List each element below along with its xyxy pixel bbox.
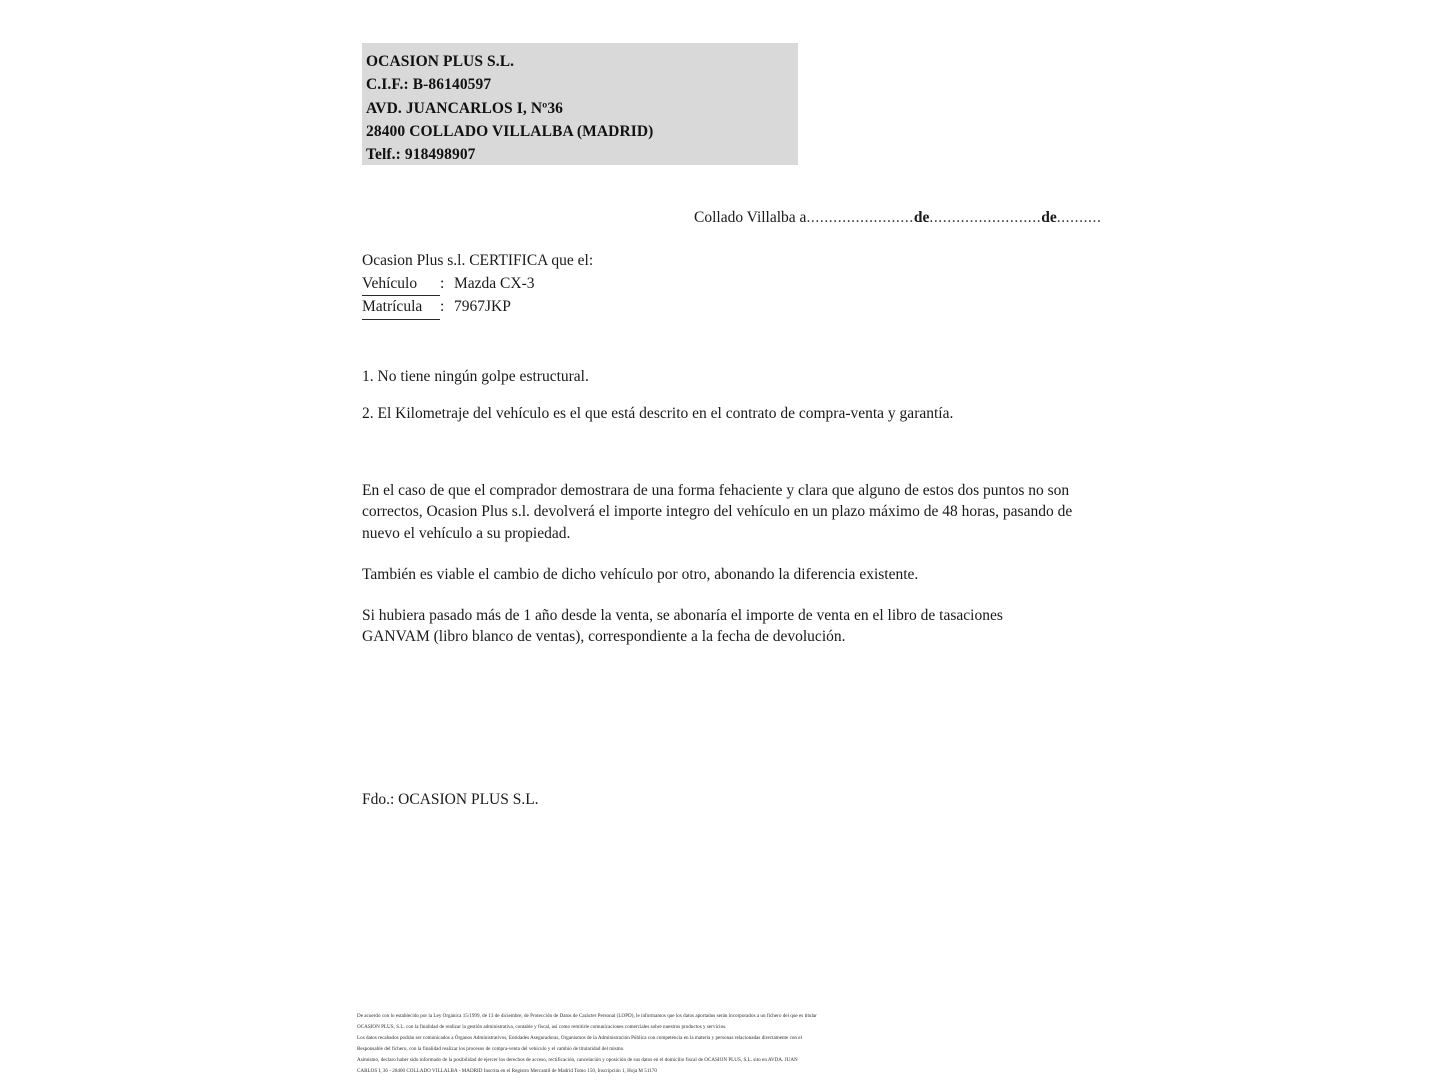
dateline-year-blank: .......... (1056, 209, 1102, 226)
document-body (362, 250, 1087, 648)
exchange-clause-paragraph: También es viable el cambio de dicho vehículo por otro, abonando la diferencia existente. (362, 566, 919, 583)
fine-print-line: OCASION PLUS, S.L. con la finalidad de realizar la gestión administrativa, contable y fiscal, así como remitirle comunicaciones comerciales sobre nuestros productos y servicios. (357, 1024, 727, 1031)
letterhead-street: AVD. JUANCARLOS I, Nº36 (366, 99, 564, 117)
dateline-de-2: de (1041, 209, 1057, 226)
fine-print-line: De acuerdo con lo establecido por la Ley Orgánica 15/1999, de 13 de diciembre, de Protección de Datos de Carácter Personal (LOPD), le informamos que los datos aportados serán incorporados a un fichero del que es titular (357, 1013, 817, 1019)
letterhead-city: 28400 COLLADO VILLALBA (MADRID) (366, 122, 654, 140)
refund-clause-paragraph: En el caso de que el comprador demostrara de una forma fehaciente y clara que alguno de estos dos puntos no son correctos, Ocasion Plus s.l. devolverá el importe integro del vehículo en un plazo máximo de 48 horas, pasando de nuevo el vehículo a su propiedad. (362, 481, 1073, 542)
vehicle-value: Mazda CX-3 (454, 274, 535, 292)
plate-value: 7967JKP (454, 298, 511, 315)
vehicle-separator: : (440, 274, 445, 292)
dateline-month-blank: ......................... (929, 209, 1042, 226)
letterhead-tax-id: C.I.F.: B-86140597 (366, 76, 492, 94)
certified-points-list (362, 366, 1087, 425)
plate-label: Matrícula (362, 296, 440, 320)
fine-print-line: CARLOS I, 36 - 28400 COLLADO VILLALBA - MADRID Inscrita en el Registro Mercantil de Madrid Tomo 150, Inscripción 1, Hoja M 51170 (357, 1068, 657, 1075)
plate-detail-row (362, 296, 1087, 320)
letterhead-block (362, 43, 798, 165)
letterhead-company-name: OCASION PLUS S.L. (366, 53, 515, 70)
certifies-intro: Ocasion Plus s.l. CERTIFICA que el: (362, 252, 594, 269)
signature-line: Fdo.: OCASION PLUS S.L. (362, 791, 539, 808)
dateline-day-blank: ........................ (806, 209, 914, 226)
legal-fine-print-footer (357, 1011, 1119, 1078)
plate-separator: : (440, 298, 445, 315)
one-year-clause-paragraph: Si hubiera pasado más de 1 año desde la venta, se abonaría el importe de venta en el libro de tasaciones GANVAM (libro blanco de ventas), correspondiente a la fecha de devolución. (362, 606, 1003, 645)
certified-point-2: 2. El Kilometraje del vehículo es el que está descrito en el contrato de compra-venta y garantía. (362, 404, 954, 422)
dateline-de-1: de (913, 209, 930, 226)
dateline-place: Collado Villalba a (694, 209, 807, 226)
fine-print-line: Los datos recabados podrán ser comunicados a Órganos Administrativos, Entidades Aseguradoras, Organismos de la Administración Pública con competencia en la materia y personas relacionadas directamente con el (357, 1035, 802, 1042)
certified-point-1: 1. No tiene ningún golpe estructural. (362, 367, 589, 385)
fine-print-line: Responsable del fichero, con la finalidad realizar los procesos de compra-venta del vehículo y el cambio de titularidad del mismo. (357, 1046, 625, 1053)
vehicle-details-list (362, 273, 1087, 320)
fine-print-line: Asimismo, declaro haber sido informado de la posibilidad de ejercer los derechos de acceso, rectificación, cancelación y oposición de sus datos en el domicilio fiscal de OCASION PLUS, S.L. sito en AVDA. JUAN (357, 1057, 798, 1064)
dateline (694, 208, 1101, 228)
letterhead-phone: Telf.: 918498907 (366, 146, 476, 164)
vehicle-detail-row (362, 273, 1087, 297)
vehicle-label: Vehículo (362, 273, 440, 297)
